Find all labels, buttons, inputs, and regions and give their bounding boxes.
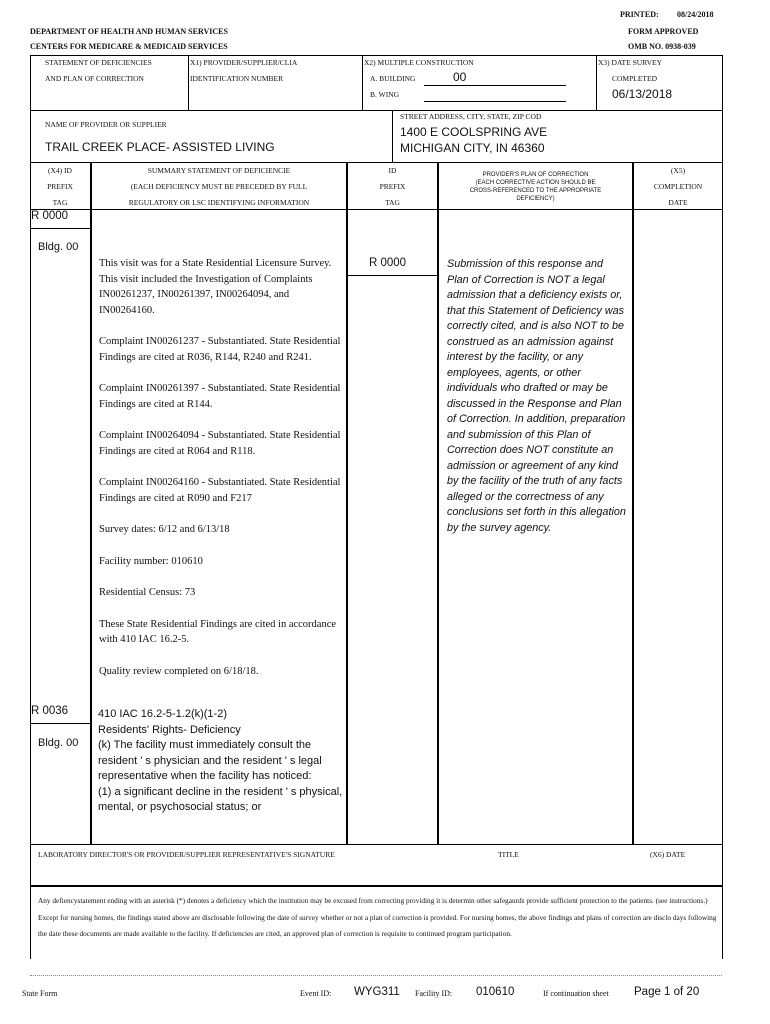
col-divider	[437, 162, 439, 844]
signature-label: LABORATORY DIRECTOR'S OR PROVIDER/SUPPLIER REPRESENTATIVE'S SIGNATURE	[38, 850, 335, 859]
x6-date-label: (X6) DATE	[650, 850, 686, 859]
rule	[30, 975, 722, 976]
wing-label: B. WING	[370, 90, 400, 99]
event-id-label: Event ID:	[300, 989, 332, 998]
rule	[30, 55, 31, 110]
clia-label: X1) PROVIDER/SUPPLIER/CLIA	[190, 58, 298, 67]
bldg-label-1: Bldg. 00	[38, 241, 79, 253]
tag-r0000: R 0000	[31, 210, 69, 222]
event-id-value: WYG311	[354, 986, 400, 998]
col-divider	[632, 162, 634, 844]
summary-paragraph: Complaint IN00261237 - Substantiated. State Residential Findings are cited at R036, R144, R240 and R241.	[99, 336, 341, 363]
id-tag-r0000: R 0000	[369, 257, 407, 269]
rule	[30, 228, 90, 229]
address-line-1: 1400 E COOLSPRING AVE	[400, 125, 548, 139]
rule	[596, 55, 597, 110]
id-header-2: PREFIX	[379, 182, 406, 191]
rule	[30, 162, 722, 163]
x5-header-3: DATE	[668, 198, 688, 207]
rule	[362, 55, 363, 110]
building-label: A. BUILDING	[370, 74, 416, 83]
rule	[30, 885, 722, 887]
building-underline	[424, 85, 566, 86]
id-header-3: TAG	[385, 198, 400, 207]
completed-date: 06/13/2018	[612, 87, 673, 101]
rule	[188, 55, 189, 110]
summary-header-3: REGULATORY OR LSC IDENTIFYING INFORMATION	[128, 198, 310, 207]
summary-paragraph: Complaint IN00264094 - Substantiated. State Residential Findings are cited at R064 and R118.	[99, 430, 341, 457]
facility-id-value: 010610	[476, 986, 515, 998]
x5-header-1: (X5)	[670, 166, 686, 175]
printed-date: 08/24/2018	[677, 10, 714, 19]
summary-paragraph: Facility number: 010610	[99, 555, 203, 567]
state-form-label: State Form	[22, 989, 58, 998]
x5-header-2: COMPLETION	[653, 182, 703, 191]
r0036-text: 410 IAC 16.2-5-1.2(k)(1-2) Residents' Rights- Deficiency (k) The facility must immediately consult the resident ' s physician and the resident ' s legal representative when the facility has noticed: (1) a significant decline in the resident ' s physical, mental, or psychosocial status; or	[98, 708, 343, 813]
tag-r0036: R 0036	[31, 705, 69, 717]
id-header-1: ID	[388, 166, 397, 175]
building-value: 00	[453, 70, 467, 84]
address-label: STREET ADDRESS, CITY, STATE, ZIP COD	[400, 112, 542, 121]
facility-id-label: Facility ID:	[415, 989, 453, 998]
rule	[30, 209, 722, 210]
statement-label: STATEMENT OF DEFICIENCIES	[45, 58, 152, 67]
provider-name-label: NAME OF PROVIDER OR SUPPLIER	[45, 120, 167, 129]
plan-of-correction-text: Submission of this response and Plan of Correction is NOT a legal admission that a deficiency exists or, that this Statement of Deficiency was correctly cited, and is also NOT to be construed as an admission against interest by the facility, or any employees, agents, or other individuals who drafted or may be discussed in the Response and Plan of Correction. In addition, preparation and submission of this Plan of Correction does NOT constitute an admission or agreement of any kind by the facility of the truth of any facts alleged or the correctness of any conclusions set forth in this allegation by the survey agency.	[447, 258, 626, 534]
summary-paragraph: These State Residential Findings are cited in accordance with 410 IAC 16.2-5.	[99, 618, 337, 645]
plan-header-2: (EACH CORRECTIVE ACTION SHOULD BE	[475, 180, 596, 186]
bldg-label-2: Bldg. 00	[38, 737, 79, 749]
construction-label: X2) MULTIPLE CONSTRUCTION	[364, 58, 474, 67]
plan-header-3: CROSS-REFERENCED TO THE APPROPRIATE	[469, 188, 602, 194]
centers-name: CENTERS FOR MEDICARE & MEDICAID SERVICES	[30, 42, 228, 51]
summary-header-2: (EACH DEFICIENCY MUST BE PRECEDED BY FULL	[130, 182, 308, 191]
summary-paragraph: Complaint IN00261397 - Substantiated. State Residential Findings are cited at R144.	[99, 383, 341, 410]
clia-label-2: IDENTIFICATION NUMBER	[190, 74, 284, 83]
plan-header-4: DEFICIENCY)	[516, 196, 555, 202]
rule-left	[30, 162, 31, 959]
x4-header-1: (X4) ID	[48, 166, 72, 175]
provider-name: TRAIL CREEK PLACE- ASSISTED LIVING	[45, 140, 275, 154]
statement-label-2: AND PLAN OF CORRECTION	[45, 74, 144, 83]
wing-underline	[424, 101, 566, 102]
page-number: Page 1 of 20	[634, 986, 700, 998]
summary-paragraph: Survey dates: 6/12 and 6/13/18	[99, 524, 230, 535]
summary-header-1: SUMMARY STATEMENT OF DEFICIENCIE	[147, 166, 291, 175]
form-approved: FORM APPROVED	[628, 27, 699, 36]
summary-paragraph: Complaint IN00264160 - Substantiated. State Residential Findings are cited at R090 and F217	[99, 477, 341, 504]
dept-name: DEPARTMENT OF HEALTH AND HUMAN SERVICES	[30, 27, 228, 36]
rule	[30, 110, 722, 111]
x4-header-2: PREFIX	[47, 182, 73, 191]
printed-label: PRINTED:	[620, 10, 659, 19]
summary-text	[99, 256, 343, 679]
rule-right	[722, 55, 723, 959]
rule	[30, 844, 722, 845]
omb-number: OMB NO. 0938-039	[628, 42, 696, 51]
date-survey-label: X3) DATE SURVEY	[598, 58, 662, 67]
summary-paragraph: Quality review completed on 6/18/18.	[99, 665, 259, 677]
address-line-2: MICHIGAN CITY, IN 46360	[400, 141, 545, 155]
plan-header-1: PROVIDER'S PLAN OF CORRECTION	[482, 172, 589, 178]
summary-paragraph: Residential Census: 73	[99, 587, 196, 598]
continuation-label: If continuation sheet	[543, 989, 609, 998]
col-divider	[346, 162, 348, 844]
col-divider	[90, 162, 92, 844]
rule-top	[30, 55, 722, 56]
rule	[30, 110, 31, 162]
disclaimer-footnote: Any defiencystatement ending with an asterisk (*) denotes a deficiency which the institution may be excused from correcting providing it is determin other safegaurds provide sufficient protection to the patients. (see instructions.) Except for nursing homes, the findings stated above are disclosable following the date of survey whether or not a plan of correction is provided. For nursing homes, the above findings and plans of correction are disclo days following the date these documents are made available to the facility. If deficiencies are cited, an approved plan of correction is requisite to continued program participation.	[38, 896, 717, 938]
rule	[30, 723, 90, 724]
rule	[346, 275, 437, 276]
completed-label: COMPLETED	[612, 74, 657, 83]
rule	[392, 110, 393, 162]
summary-paragraph: This visit was for a State Residential Licensure Survey. This visit included the Investigation of Complaints IN00261237, IN00261397, IN00264094, and IN00264160.	[99, 258, 332, 316]
title-label: TITLE	[498, 850, 519, 859]
x4-header-3: TAG	[52, 198, 68, 207]
